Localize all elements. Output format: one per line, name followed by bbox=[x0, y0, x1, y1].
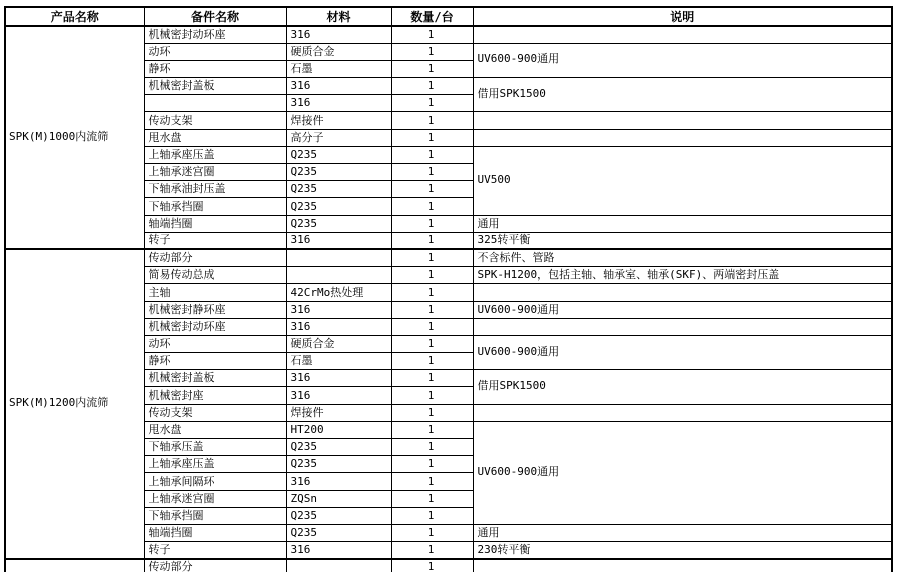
part-name-cell[interactable]: 静环 bbox=[144, 60, 286, 77]
part-name-cell[interactable]: 甩水盘 bbox=[144, 129, 286, 146]
part-name-cell[interactable]: 甩水盘 bbox=[144, 421, 286, 438]
description-cell[interactable]: UV500 bbox=[473, 146, 892, 215]
material-cell[interactable]: 316 bbox=[286, 26, 391, 43]
quantity-cell[interactable]: 1 bbox=[391, 507, 473, 524]
description-cell[interactable] bbox=[473, 26, 892, 43]
quantity-cell[interactable]: 1 bbox=[391, 421, 473, 438]
part-name-cell[interactable]: 简易传动总成 bbox=[144, 267, 286, 284]
description-cell[interactable] bbox=[473, 318, 892, 335]
quantity-cell[interactable]: 1 bbox=[391, 490, 473, 507]
material-cell[interactable]: 316 bbox=[286, 95, 391, 112]
product-cell[interactable]: SPK(M)1200内流筛 bbox=[5, 249, 144, 558]
material-cell[interactable]: 316 bbox=[286, 318, 391, 335]
description-cell[interactable]: 通用 bbox=[473, 215, 892, 232]
part-name-cell[interactable]: 上轴承迷宫圈 bbox=[144, 164, 286, 181]
part-name-cell[interactable]: 机械密封动环座 bbox=[144, 318, 286, 335]
quantity-cell[interactable]: 1 bbox=[391, 439, 473, 456]
part-name-cell[interactable]: 传动部分 bbox=[144, 249, 286, 266]
table-header bbox=[5, 7, 892, 26]
material-cell[interactable]: 焊接件 bbox=[286, 112, 391, 129]
quantity-cell[interactable]: 1 bbox=[391, 542, 473, 559]
description-cell[interactable] bbox=[473, 284, 892, 301]
material-cell[interactable]: 316 bbox=[286, 387, 391, 404]
material-cell[interactable] bbox=[286, 267, 391, 284]
quantity-cell[interactable]: 1 bbox=[391, 129, 473, 146]
part-name-cell[interactable]: 传动部分 bbox=[144, 559, 286, 572]
quantity-cell[interactable]: 1 bbox=[391, 78, 473, 95]
description-cell[interactable]: 325转平衡 bbox=[473, 232, 892, 249]
quantity-cell[interactable]: 1 bbox=[391, 559, 473, 572]
material-cell[interactable]: 石墨 bbox=[286, 353, 391, 370]
part-name-cell[interactable]: 机械密封静环座 bbox=[144, 301, 286, 318]
material-cell[interactable]: 42CrMo热处理 bbox=[286, 284, 391, 301]
column-header-part[interactable]: 备件名称 bbox=[144, 7, 286, 26]
quantity-cell[interactable]: 1 bbox=[391, 95, 473, 112]
material-cell[interactable] bbox=[286, 249, 391, 266]
quantity-cell[interactable]: 1 bbox=[391, 335, 473, 352]
quantity-cell[interactable]: 1 bbox=[391, 112, 473, 129]
quantity-cell[interactable]: 1 bbox=[391, 198, 473, 215]
description-cell[interactable]: 借用SPK1500 bbox=[473, 78, 892, 112]
table-body bbox=[5, 26, 892, 572]
part-name-cell[interactable]: 上轴承迷宫圈 bbox=[144, 490, 286, 507]
part-name-cell[interactable]: 下轴承油封压盖 bbox=[144, 181, 286, 198]
material-cell[interactable]: Q235 bbox=[286, 181, 391, 198]
material-cell[interactable]: 硬质合金 bbox=[286, 335, 391, 352]
table-row bbox=[5, 26, 892, 43]
description-cell[interactable]: UV600-900通用 bbox=[473, 301, 892, 318]
quantity-cell[interactable]: 1 bbox=[391, 404, 473, 421]
part-name-cell[interactable]: 主轴 bbox=[144, 284, 286, 301]
part-name-cell[interactable]: 下轴承挡圈 bbox=[144, 198, 286, 215]
description-cell[interactable]: 通用 bbox=[473, 524, 892, 541]
material-cell[interactable]: 硬质合金 bbox=[286, 43, 391, 60]
part-name-cell[interactable]: 机械密封座 bbox=[144, 387, 286, 404]
description-cell[interactable]: 230转平衡 bbox=[473, 542, 892, 559]
description-cell[interactable] bbox=[473, 559, 892, 572]
part-name-cell[interactable]: 机械密封盖板 bbox=[144, 370, 286, 387]
material-cell[interactable]: 高分子 bbox=[286, 129, 391, 146]
column-header-product[interactable]: 产品名称 bbox=[5, 7, 144, 26]
part-name-cell[interactable]: 转子 bbox=[144, 542, 286, 559]
quantity-cell[interactable]: 1 bbox=[391, 524, 473, 541]
material-cell[interactable]: 316 bbox=[286, 232, 391, 249]
description-cell[interactable]: 借用SPK1500 bbox=[473, 370, 892, 404]
quantity-cell[interactable]: 1 bbox=[391, 232, 473, 249]
material-cell[interactable]: Q235 bbox=[286, 215, 391, 232]
part-name-cell[interactable]: 机械密封盖板 bbox=[144, 78, 286, 95]
part-name-cell[interactable]: 转子 bbox=[144, 232, 286, 249]
material-cell[interactable]: 焊接件 bbox=[286, 404, 391, 421]
material-cell[interactable]: Q235 bbox=[286, 198, 391, 215]
description-cell[interactable] bbox=[473, 112, 892, 129]
quantity-cell[interactable]: 1 bbox=[391, 60, 473, 77]
column-header-qty[interactable]: 数量/台 bbox=[391, 7, 473, 26]
quantity-cell[interactable]: 1 bbox=[391, 181, 473, 198]
part-name-cell[interactable]: 下轴承挡圈 bbox=[144, 507, 286, 524]
description-cell[interactable]: SPK-H1200，包括主轴、轴承室、轴承(SKF)、两端密封压盖 bbox=[473, 267, 892, 284]
description-cell[interactable] bbox=[473, 129, 892, 146]
part-name-cell[interactable]: 动环 bbox=[144, 43, 286, 60]
quantity-cell[interactable]: 1 bbox=[391, 370, 473, 387]
part-name-cell[interactable]: 机械密封动环座 bbox=[144, 26, 286, 43]
part-name-cell[interactable]: 上轴承间隔环 bbox=[144, 473, 286, 490]
material-cell[interactable]: 316 bbox=[286, 542, 391, 559]
quantity-cell[interactable]: 1 bbox=[391, 43, 473, 60]
part-name-cell[interactable]: 传动支架 bbox=[144, 404, 286, 421]
description-cell[interactable]: UV600-900通用 bbox=[473, 335, 892, 369]
material-cell[interactable]: Q235 bbox=[286, 507, 391, 524]
part-name-cell[interactable]: 上轴承座压盖 bbox=[144, 456, 286, 473]
column-header-desc[interactable]: 说明 bbox=[473, 7, 892, 26]
quantity-cell[interactable]: 1 bbox=[391, 267, 473, 284]
material-cell[interactable]: HT200 bbox=[286, 421, 391, 438]
column-header-material[interactable]: 材料 bbox=[286, 7, 391, 26]
quantity-cell[interactable]: 1 bbox=[391, 456, 473, 473]
description-cell[interactable]: UV600-900通用 bbox=[473, 421, 892, 524]
description-cell[interactable] bbox=[473, 404, 892, 421]
material-cell[interactable]: 316 bbox=[286, 301, 391, 318]
part-name-cell[interactable]: 轴端挡圈 bbox=[144, 524, 286, 541]
material-cell[interactable] bbox=[286, 559, 391, 572]
quantity-cell[interactable]: 1 bbox=[391, 249, 473, 266]
part-name-cell[interactable]: 静环 bbox=[144, 353, 286, 370]
quantity-cell[interactable]: 1 bbox=[391, 215, 473, 232]
material-cell[interactable]: Q235 bbox=[286, 439, 391, 456]
header-row bbox=[5, 7, 892, 26]
material-cell[interactable]: Q235 bbox=[286, 146, 391, 163]
material-cell[interactable]: 316 bbox=[286, 78, 391, 95]
quantity-cell[interactable]: 1 bbox=[391, 387, 473, 404]
material-cell[interactable]: Q235 bbox=[286, 164, 391, 181]
product-cell[interactable] bbox=[5, 559, 144, 572]
quantity-cell[interactable]: 1 bbox=[391, 318, 473, 335]
part-name-cell[interactable]: 下轴承压盖 bbox=[144, 439, 286, 456]
quantity-cell[interactable]: 1 bbox=[391, 284, 473, 301]
material-cell[interactable]: 石墨 bbox=[286, 60, 391, 77]
material-cell[interactable]: 316 bbox=[286, 370, 391, 387]
table-row-partial bbox=[5, 559, 892, 572]
part-name-cell[interactable]: 动环 bbox=[144, 335, 286, 352]
parts-table bbox=[4, 6, 893, 572]
product-cell[interactable]: SPK(M)1000内流筛 bbox=[5, 26, 144, 249]
material-cell[interactable]: ZQSn bbox=[286, 490, 391, 507]
description-cell[interactable]: 不含标件、管路 bbox=[473, 249, 892, 266]
material-cell[interactable]: 316 bbox=[286, 473, 391, 490]
table-row bbox=[5, 249, 892, 266]
part-name-cell[interactable]: 轴端挡圈 bbox=[144, 215, 286, 232]
quantity-cell[interactable]: 1 bbox=[391, 26, 473, 43]
quantity-cell[interactable]: 1 bbox=[391, 473, 473, 490]
quantity-cell[interactable]: 1 bbox=[391, 164, 473, 181]
quantity-cell[interactable]: 1 bbox=[391, 146, 473, 163]
description-cell[interactable]: UV600-900通用 bbox=[473, 43, 892, 77]
part-name-cell[interactable]: 传动支架 bbox=[144, 112, 286, 129]
part-name-cell[interactable] bbox=[144, 95, 286, 112]
quantity-cell[interactable]: 1 bbox=[391, 301, 473, 318]
part-name-cell[interactable]: 上轴承座压盖 bbox=[144, 146, 286, 163]
material-cell[interactable]: Q235 bbox=[286, 524, 391, 541]
quantity-cell[interactable]: 1 bbox=[391, 353, 473, 370]
material-cell[interactable]: Q235 bbox=[286, 456, 391, 473]
